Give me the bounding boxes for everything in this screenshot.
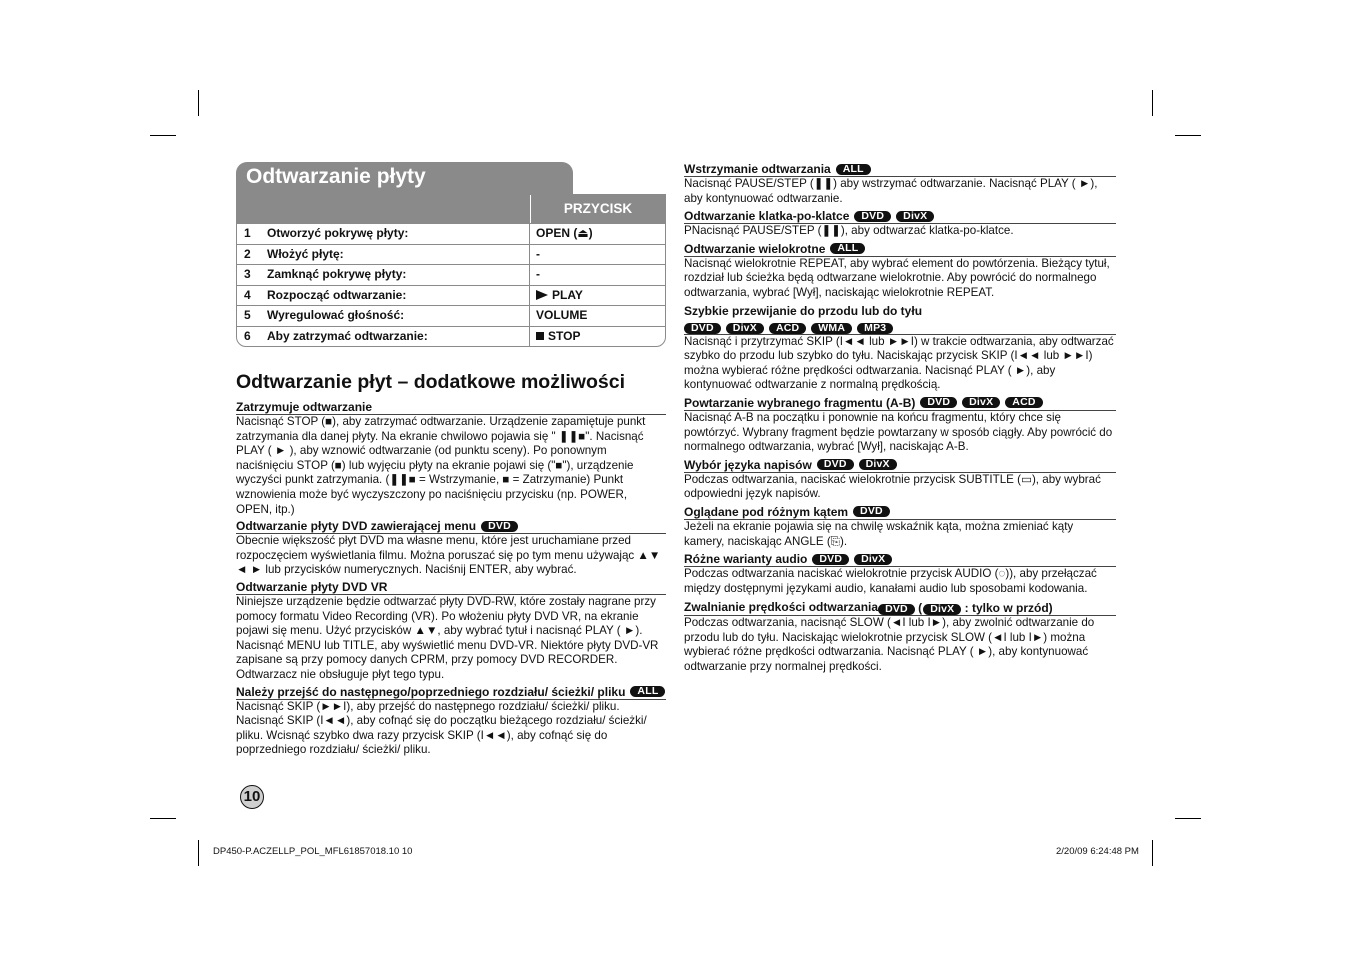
format-badge: DivX — [962, 397, 1000, 408]
section-title — [684, 505, 1116, 520]
format-badge: DivX — [923, 604, 961, 615]
left-sections — [236, 400, 666, 758]
section-title-text: Wybór języka napisów — [684, 457, 812, 472]
section-title-text: Wstrzymanie odtwarzania — [684, 162, 831, 176]
format-badge: DVD — [817, 459, 854, 470]
section-title-text: Oglądane pod różnym kątem — [684, 504, 849, 519]
row-value-text: PLAY — [552, 287, 583, 302]
section-title-text: Szybkie przewijanie do przodu lub do tyłu — [684, 303, 923, 318]
format-badge: ALL — [630, 686, 665, 697]
section-body: Podczas odtwarzania, naciskać wielokrotnie przycisk SUBTITLE (▭), aby wybrać odpowiedni język napisów. — [684, 472, 1101, 501]
format-badge: DivX — [896, 211, 934, 222]
left-column — [236, 162, 666, 759]
table-row — [237, 305, 665, 326]
section-body: Nacisnąć SKIP (►►I), aby przejść do następnego rozdziału/ ścieżki/ pliku. Nacisnąć SKIP (I◄◄), aby cofnąć się do początku bieżącego rozdziału/ ścieżki/ pliku. Wcisnąć szybko dwa razy przycisk SKIP (I◄◄), aby cofnąć się do poprzedniego rozdziału/ ścieżki/ pliku. — [236, 699, 647, 757]
row-number: 1 — [244, 226, 251, 240]
page-number: 10 — [240, 785, 264, 809]
format-badge: MP3 — [857, 323, 893, 334]
section — [236, 519, 666, 578]
section-title-text: Różne warianty audio — [684, 552, 808, 567]
table-row — [237, 264, 665, 285]
row-label: Włożyć płytę: — [267, 245, 530, 265]
row-number: 2 — [244, 246, 251, 261]
row-value — [530, 327, 665, 347]
section-title-text: Powtarzanie wybranego fragmentu (A-B) — [684, 395, 916, 410]
section-body: Obecnie większość płyt DVD ma własne menu, które jest uruchamiane przed rozpoczęciem wyświetlania filmu. Można poruszać się po tym menu używając ▲▼ ◄ ► lub przycisków numerycznych. Naciśnij ENTER, aby wybrać. — [236, 534, 661, 577]
table-header-przycisk: PRZYCISK — [530, 195, 665, 223]
section — [684, 162, 1116, 206]
crop-mark — [198, 840, 199, 866]
play-icon — [536, 290, 548, 300]
row-label: Rozpocząć odtwarzanie: — [267, 286, 530, 306]
format-badge: DVD — [812, 554, 849, 565]
format-badge: DVD — [920, 397, 957, 408]
section-title — [684, 599, 1116, 616]
table-header — [237, 195, 665, 223]
format-badge: DivX — [726, 323, 764, 334]
row-number: 5 — [244, 308, 251, 322]
section-body: Nacisnąć STOP (■), aby zatrzymać odtwarzanie. Urządzenie zapamiętuje punkt zatrzymania dla danej płyty. Na ekranie chwilowo pojawia się " ❚❚■". Nacisnąć PLAY ( ► ), aby wznowić odtwarzanie (od punktu sceny). Po ponownym naciśnięciu STOP (■) lub wyjęciu płyty na ekranie pojawi się ("■"), urządzenie wyczyści punkt zatrzymania. (❚❚■ = Wstrzymanie, ■ = Zatrzymanie) Punkt wznowienia może być wyczyszczony po naciśnięciu przycisku (np. POWER, OPEN, itp.) — [236, 415, 646, 516]
section — [684, 396, 1116, 455]
section-title-text: Zwalnianie prędkości odtwarzania — [684, 600, 879, 615]
row-number: 3 — [244, 267, 251, 281]
footer-left: DP450-P.ACZELLP_POL_MFL61857018.10 10 — [213, 846, 413, 857]
format-badge: DivX — [859, 459, 897, 470]
section-body: Nacisnąć PAUSE/STEP (❚❚) aby wstrzymać odtwarzanie. Nacisnąć PLAY ( ►), aby kontynuować odtwarzanie. — [684, 177, 1098, 205]
row-value — [530, 286, 665, 306]
section-title — [684, 458, 1116, 473]
section-heading: Odtwarzanie płyt – dodatkowe możliwości — [236, 371, 625, 393]
section-title-text: Należy przejść do następnego/poprzedniego rozdziału/ ścieżki/ pliku — [236, 684, 626, 699]
button-table — [236, 194, 666, 347]
section-body: PNacisnąć PAUSE/STEP (❚❚), aby odtwarzać klatka-po-klatce. — [684, 224, 1014, 238]
section-body: Niniejsze urządzenie będzie odtwarzać płyty DVD-RW, które zostały nagrane przy pomocy formatu Video Recording (VR). Po włożeniu płyty DVD VR, na ekranie pojawi się menu. Użyć przycisków ▲▼, aby wybrać tytuł i nacisnąć PLAY ( ►). Nacisnąć MENU lub TITLE, aby wyświetlić menu DVD-VR. Niektóre płyty DVD-VR zapisane są przy pomocy danych CPRM, przy pomocy DVD RECORDER. Odtwarzacz nie obsługuje płyt tego typu. — [236, 594, 659, 681]
section-body: Podczas odtwarzania, nacisnąć SLOW (◄I lub I►), aby zwolnić odtwarzanie do przodu lub do tyłu. Naciskając wielokrotnie przycisk SLOW (◄I lub I►) można wybierać różne prędkości odtwarzania. Nacisnąć PLAY ( ►), aby kontynuować odtwarzanie przy normalnej prędkości. — [684, 616, 1095, 674]
format-badge: ACD — [769, 323, 806, 334]
section-title-text: Odtwarzanie płyty DVD VR — [236, 579, 388, 594]
badge-row — [878, 601, 1053, 615]
row-label: Otworzyć pokrywę płyty: — [267, 224, 530, 244]
section — [236, 400, 666, 517]
section — [684, 505, 1116, 549]
section — [684, 599, 1116, 674]
section-title — [684, 396, 1116, 411]
section-body: Jeżeli na ekranie pojawia się na chwilę wskaźnik kąta, można zmieniać kąty kamery, naciskając ANGLE (⎘). — [684, 519, 1074, 548]
section-title — [684, 304, 1116, 335]
format-badge: ALL — [836, 164, 871, 175]
section-title — [684, 552, 1116, 567]
format-badge: WMA — [811, 323, 852, 334]
row-label: Zamknąć pokrywę płyty: — [267, 265, 530, 285]
section — [684, 552, 1116, 596]
table-row — [237, 285, 665, 306]
section-title — [236, 580, 666, 595]
section-title-text: Odtwarzanie płyty DVD zawierającej menu — [236, 519, 477, 534]
format-badge: DVD — [684, 323, 721, 334]
row-value: - — [536, 246, 540, 261]
section-title — [684, 209, 1116, 224]
row-value: OPEN (⏏) — [536, 226, 593, 241]
section — [236, 685, 666, 758]
section — [684, 242, 1116, 301]
section — [236, 580, 666, 683]
right-column — [684, 160, 1116, 678]
table-row — [237, 223, 665, 244]
crop-mark — [198, 90, 199, 116]
crop-mark — [1152, 840, 1153, 866]
row-number: 6 — [244, 328, 251, 343]
table-row — [237, 326, 665, 347]
format-badge: DVD — [853, 506, 890, 517]
format-badge: ALL — [830, 243, 865, 254]
section — [684, 304, 1116, 393]
section-body: Podczas odtwarzania naciskać wielokrotnie przycisk AUDIO (◌)), aby przełączać między dostępnymi językami audio, kanałami audio lub sposobami kodowania. — [684, 567, 1097, 595]
format-badge: ACD — [1005, 397, 1042, 408]
section — [684, 209, 1116, 239]
format-badge: DVD — [854, 211, 891, 222]
section-title — [684, 162, 1116, 177]
format-badge: DVD — [878, 604, 915, 615]
footer-right: 2/20/09 6:24:48 PM — [1056, 846, 1139, 857]
section-body: Nacisnąć A-B na początku i ponownie na końcu fragmentu, który chce się powtórzyć. Wybrany fragment będzie powtarzany w sposób ciągły. Aby powrócić do normalnego odtwarzania, wybrać [Wył], naciskając A-B. — [684, 410, 1113, 454]
section-title — [236, 519, 666, 534]
format-badge: DivX — [854, 554, 892, 565]
section-title-text: Odtwarzanie klatka-po-klatce — [684, 209, 850, 224]
crop-mark — [1175, 818, 1201, 819]
section — [684, 458, 1116, 502]
crop-mark — [1175, 135, 1201, 136]
row-value: VOLUME — [536, 308, 588, 323]
row-value-text: STOP — [548, 328, 581, 343]
right-sections — [684, 162, 1116, 675]
row-value: - — [536, 267, 540, 282]
badge-row — [684, 320, 893, 334]
row-label: Aby zatrzymać odtwarzanie: — [267, 327, 530, 347]
section-title-text: Zatrzymuje odtwarzanie — [236, 400, 373, 414]
page-title: Odtwarzanie płyty — [236, 162, 573, 194]
section-body: Nacisnąć wielokrotnie REPEAT, aby wybrać element do powtórzenia. Bieżący tytuł, rozdział lub ścieżka będą odtwarzane wielokrotnie. Aby powrócić do normalnego odtwarzania, wybrać [Wył], naciskając wielokrotnie REPEAT. — [684, 256, 1110, 299]
section-title — [684, 242, 1116, 257]
section-title — [236, 685, 666, 700]
crop-mark — [1152, 90, 1153, 116]
stop-icon — [536, 332, 544, 340]
crop-mark — [150, 135, 176, 136]
row-number: 4 — [244, 287, 251, 302]
subline-text: : tylko w przód) — [961, 601, 1053, 616]
table-row — [237, 244, 665, 265]
paren: ( — [914, 601, 923, 616]
section-title-text: Odtwarzanie wielokrotne — [684, 241, 826, 256]
row-label: Wyregulować głośność: — [267, 306, 530, 326]
format-badge: DVD — [481, 521, 518, 532]
section-title — [236, 400, 666, 415]
crop-mark — [150, 818, 176, 819]
section-body: Nacisnąć i przytrzymać SKIP (I◄◄ lub ►►I) w trakcie odtwarzania, aby odtwarzać szybko do przodu lub szybko do tyłu. Naciskając przycisk SKIP (I◄◄ lub ►►I) można wybierać różne prędkości odtwarzania. Nacisnąć PLAY ( ►), aby kontynuować odtwarzanie z normalną prędkością. — [684, 334, 1114, 392]
